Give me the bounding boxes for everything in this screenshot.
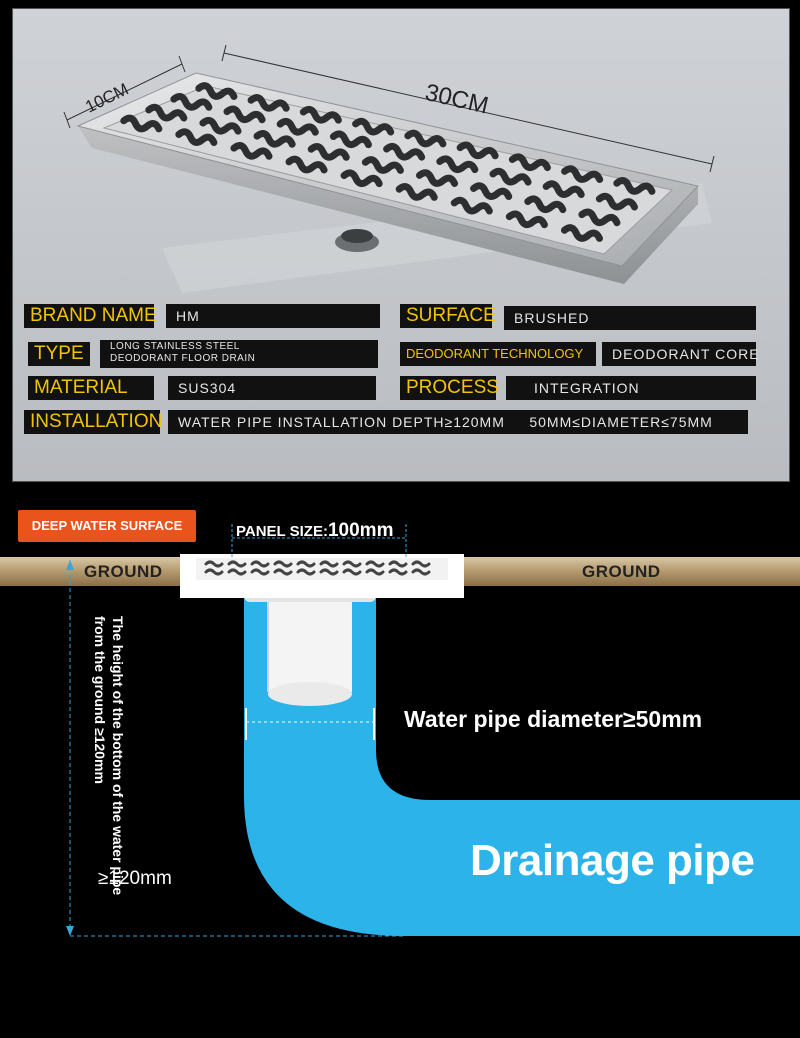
spec-material-label: MATERIAL xyxy=(28,376,154,400)
spec-surface-label: SURFACE xyxy=(400,304,492,328)
spec-deodorant-technology-label: DEODORANT TECHNOLOGY xyxy=(400,342,596,366)
spec-installation-label: INSTALLATION xyxy=(24,410,160,434)
drainage-pipe-label: Drainage pipe xyxy=(470,836,755,885)
spec-brand-name-value: HM xyxy=(166,304,380,328)
width-dimension-label: 10CM xyxy=(82,79,132,117)
spec-type-value xyxy=(100,340,378,368)
ground-label-left: GROUND xyxy=(84,562,163,581)
spec-type-value-line2: DEODORANT FLOOR DRAIN xyxy=(110,353,256,364)
panel-size-caption: PANEL SIZE: xyxy=(236,523,328,540)
pipe-diameter-label: Water pipe diameter≥50mm xyxy=(404,706,703,732)
spec-deodorant-technology-value: DEODORANT CORE xyxy=(602,342,756,366)
spec-process-value: INTEGRATION xyxy=(506,376,756,400)
panel-size-value: 100mm xyxy=(327,520,394,541)
panel-size-label xyxy=(236,520,393,542)
height-value-label: ≥120mm xyxy=(98,868,172,889)
spec-type-label: TYPE xyxy=(28,342,90,366)
spec-brand-name-label: BRAND NAME xyxy=(24,304,154,328)
spec-surface-value: BRUSHED xyxy=(504,306,756,330)
spec-material-value: SUS304 xyxy=(168,376,376,400)
length-dimension-label: 30CM xyxy=(422,78,491,120)
deep-water-surface-badge: DEEP WATER SURFACE xyxy=(18,510,196,542)
spec-installation-value: WATER PIPE INSTALLATION DEPTH≥120MM 50MM≤DIAMETER≤75MM xyxy=(168,410,748,434)
ground-label-right: GROUND xyxy=(582,562,661,581)
height-note: The height of the bottom of the water pipe from the ground ≥120mm xyxy=(92,616,126,896)
floor-drain-illustration xyxy=(12,8,788,308)
height-note-container xyxy=(89,616,129,896)
spec-type-value-line1: LONG STAINLESS STEEL xyxy=(110,341,240,352)
spec-process-label: PROCESS xyxy=(400,376,496,400)
